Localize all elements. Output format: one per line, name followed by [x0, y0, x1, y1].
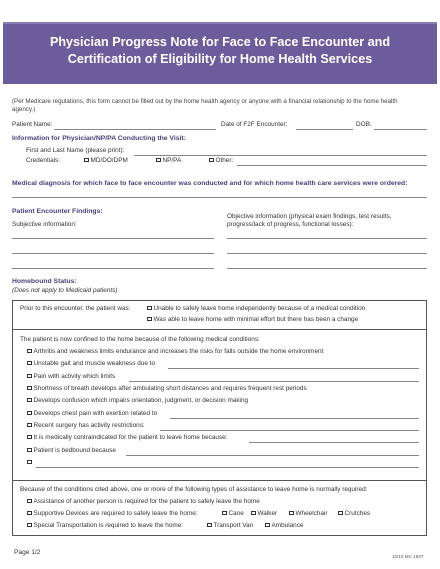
condition-item[interactable]: Unstable gait and muscle weakness due to [27, 360, 155, 367]
condition-line[interactable] [160, 430, 419, 431]
objective-line-3[interactable] [227, 268, 427, 269]
page-number: Page 1/2 [14, 549, 41, 556]
confined-intro: The patient is now confined to the home because of the following medical conditions: [20, 336, 260, 343]
cred-option-other[interactable]: Other: [209, 157, 233, 164]
box-divider-1 [13, 329, 426, 330]
homebound-section-title: Homebound Status: [12, 278, 77, 285]
device-walker[interactable]: Walker [251, 510, 277, 517]
device-wheelchair[interactable]: Wheelchair [289, 510, 327, 517]
device-crutches[interactable]: Crutches [338, 510, 370, 517]
checkbox[interactable] [289, 511, 294, 516]
condition-item[interactable]: Recent surgery has activity restrictions: [27, 422, 145, 429]
f2f-date-label: Date of F2F Encounter: [221, 121, 288, 128]
cred-option-md[interactable]: MD/DO/DPM [84, 157, 128, 164]
f2f-date-field[interactable] [296, 129, 353, 130]
checkbox[interactable] [27, 386, 32, 391]
condition-line[interactable] [36, 467, 419, 468]
objective-label: Objective information (physical exam findings, test results, progress/lack of progress, functional losses): [227, 213, 392, 228]
diagnosis-section-title: Medical diagnosis for which face to face encounter was conducted and for which home health care services were ordered: [12, 180, 408, 187]
checkbox[interactable] [27, 448, 32, 453]
physician-section-title: Information for Physician/NP/PA Conducting the Visit: [12, 135, 186, 142]
assist-option-transport[interactable]: Special Transportation is required to leave the home: [27, 522, 183, 529]
checkbox[interactable] [27, 374, 32, 379]
prior-label: Prior to this encounter, the patient was: [20, 305, 131, 312]
checkbox[interactable] [27, 523, 32, 528]
assistance-intro: Because of the conditions cited above, one or more of the following types of assistance to leave home is normally required: [20, 486, 368, 493]
subjective-label: Subjective information: [12, 221, 77, 228]
condition-item[interactable]: Patient is bedbound because [27, 447, 116, 454]
condition-line[interactable] [249, 442, 419, 443]
objective-line-2[interactable] [227, 253, 427, 254]
checkbox[interactable] [207, 523, 212, 528]
credentials-label: Credentials: [26, 157, 61, 164]
checkbox[interactable] [27, 460, 32, 465]
box-divider-2 [13, 480, 426, 481]
title-line-2: Certification of Eligibility for Home Health Services [67, 52, 373, 66]
condition-item[interactable]: Arthritis and weakness limits endurance and increases the risks for falls outside the home environment [27, 348, 323, 355]
transport-ambulance[interactable]: Ambulance [265, 522, 303, 529]
checkbox[interactable] [27, 423, 32, 428]
physician-name-label: First and Last Name (please print): [26, 147, 125, 154]
checkbox[interactable] [27, 511, 32, 516]
page-title [3, 22, 437, 68]
physician-name-field[interactable] [134, 155, 427, 156]
dob-label: DOB: [356, 121, 372, 128]
checkbox[interactable] [156, 158, 161, 163]
condition-item[interactable]: Shortness of breath develops after ambulating short distances and requires frequent rest periods [27, 385, 307, 392]
prior-option-2[interactable]: Was able to leave home with minimal effort but there has been a change [147, 316, 358, 323]
checkbox[interactable] [209, 158, 214, 163]
dob-field[interactable] [374, 129, 427, 130]
checkbox[interactable] [27, 411, 32, 416]
prior-option-1[interactable]: Unable to safely leave home independently because of a medical condition [147, 305, 365, 312]
assist-option-devices[interactable]: Supportive Devices are required to safely leave the home: [27, 510, 198, 517]
cred-other-field[interactable] [237, 165, 427, 166]
checkbox[interactable] [147, 317, 152, 322]
subjective-line-1[interactable] [12, 238, 214, 239]
condition-item[interactable]: Pain with activity which limits [27, 373, 115, 380]
checkbox[interactable] [251, 511, 256, 516]
checkbox[interactable] [27, 499, 32, 504]
checkbox[interactable] [84, 158, 89, 163]
condition-item[interactable]: Develops confusion which impairs orientation, judgment, or decision making [27, 397, 248, 404]
regulation-note: (Per Medicare regulations, this form cannot be filled out by the home health agency or anyone with a financial relationship to the home health agency.) [12, 98, 398, 114]
checkbox[interactable] [27, 435, 32, 440]
transport-van[interactable]: Transport Van [207, 522, 253, 529]
checkbox[interactable] [338, 511, 343, 516]
condition-line[interactable] [126, 455, 419, 456]
header-banner [3, 22, 437, 84]
objective-line-1[interactable] [227, 238, 427, 239]
header-top-stripe [3, 22, 437, 24]
checkbox[interactable] [27, 398, 32, 403]
checkbox[interactable] [222, 511, 227, 516]
form-number: 10/15 MC 1537 [392, 554, 424, 559]
title-line-1: Physician Progress Note for Face to Face Encounter and [49, 35, 391, 49]
diagnosis-field[interactable] [12, 197, 427, 198]
checkbox[interactable] [27, 361, 32, 366]
condition-item[interactable] [27, 459, 34, 466]
cred-option-np[interactable]: NP/PA [156, 157, 181, 164]
patient-name-field[interactable] [54, 129, 216, 130]
checkbox[interactable] [147, 306, 152, 311]
assist-option-person[interactable]: Assistance of another person is required for the patient to safely leave the home [27, 498, 260, 505]
condition-line[interactable] [129, 381, 419, 382]
subjective-line-2[interactable] [12, 253, 214, 254]
condition-line[interactable] [168, 368, 419, 369]
condition-item[interactable]: Develops chest pain with exertion related to [27, 410, 157, 417]
findings-section-title: Patient Encounter Findings: [12, 208, 103, 215]
checkbox[interactable] [27, 349, 32, 354]
patient-name-label: Patient Name: [12, 121, 53, 128]
subjective-line-3[interactable] [12, 268, 214, 269]
condition-line[interactable] [170, 418, 419, 419]
condition-item[interactable]: It is medically contraindicated for the patient to leave home because: [27, 434, 227, 441]
homebound-subtitle: (Does not apply to Medicaid patients) [12, 287, 118, 294]
device-cane[interactable]: Cane [222, 510, 244, 517]
checkbox[interactable] [265, 523, 270, 528]
